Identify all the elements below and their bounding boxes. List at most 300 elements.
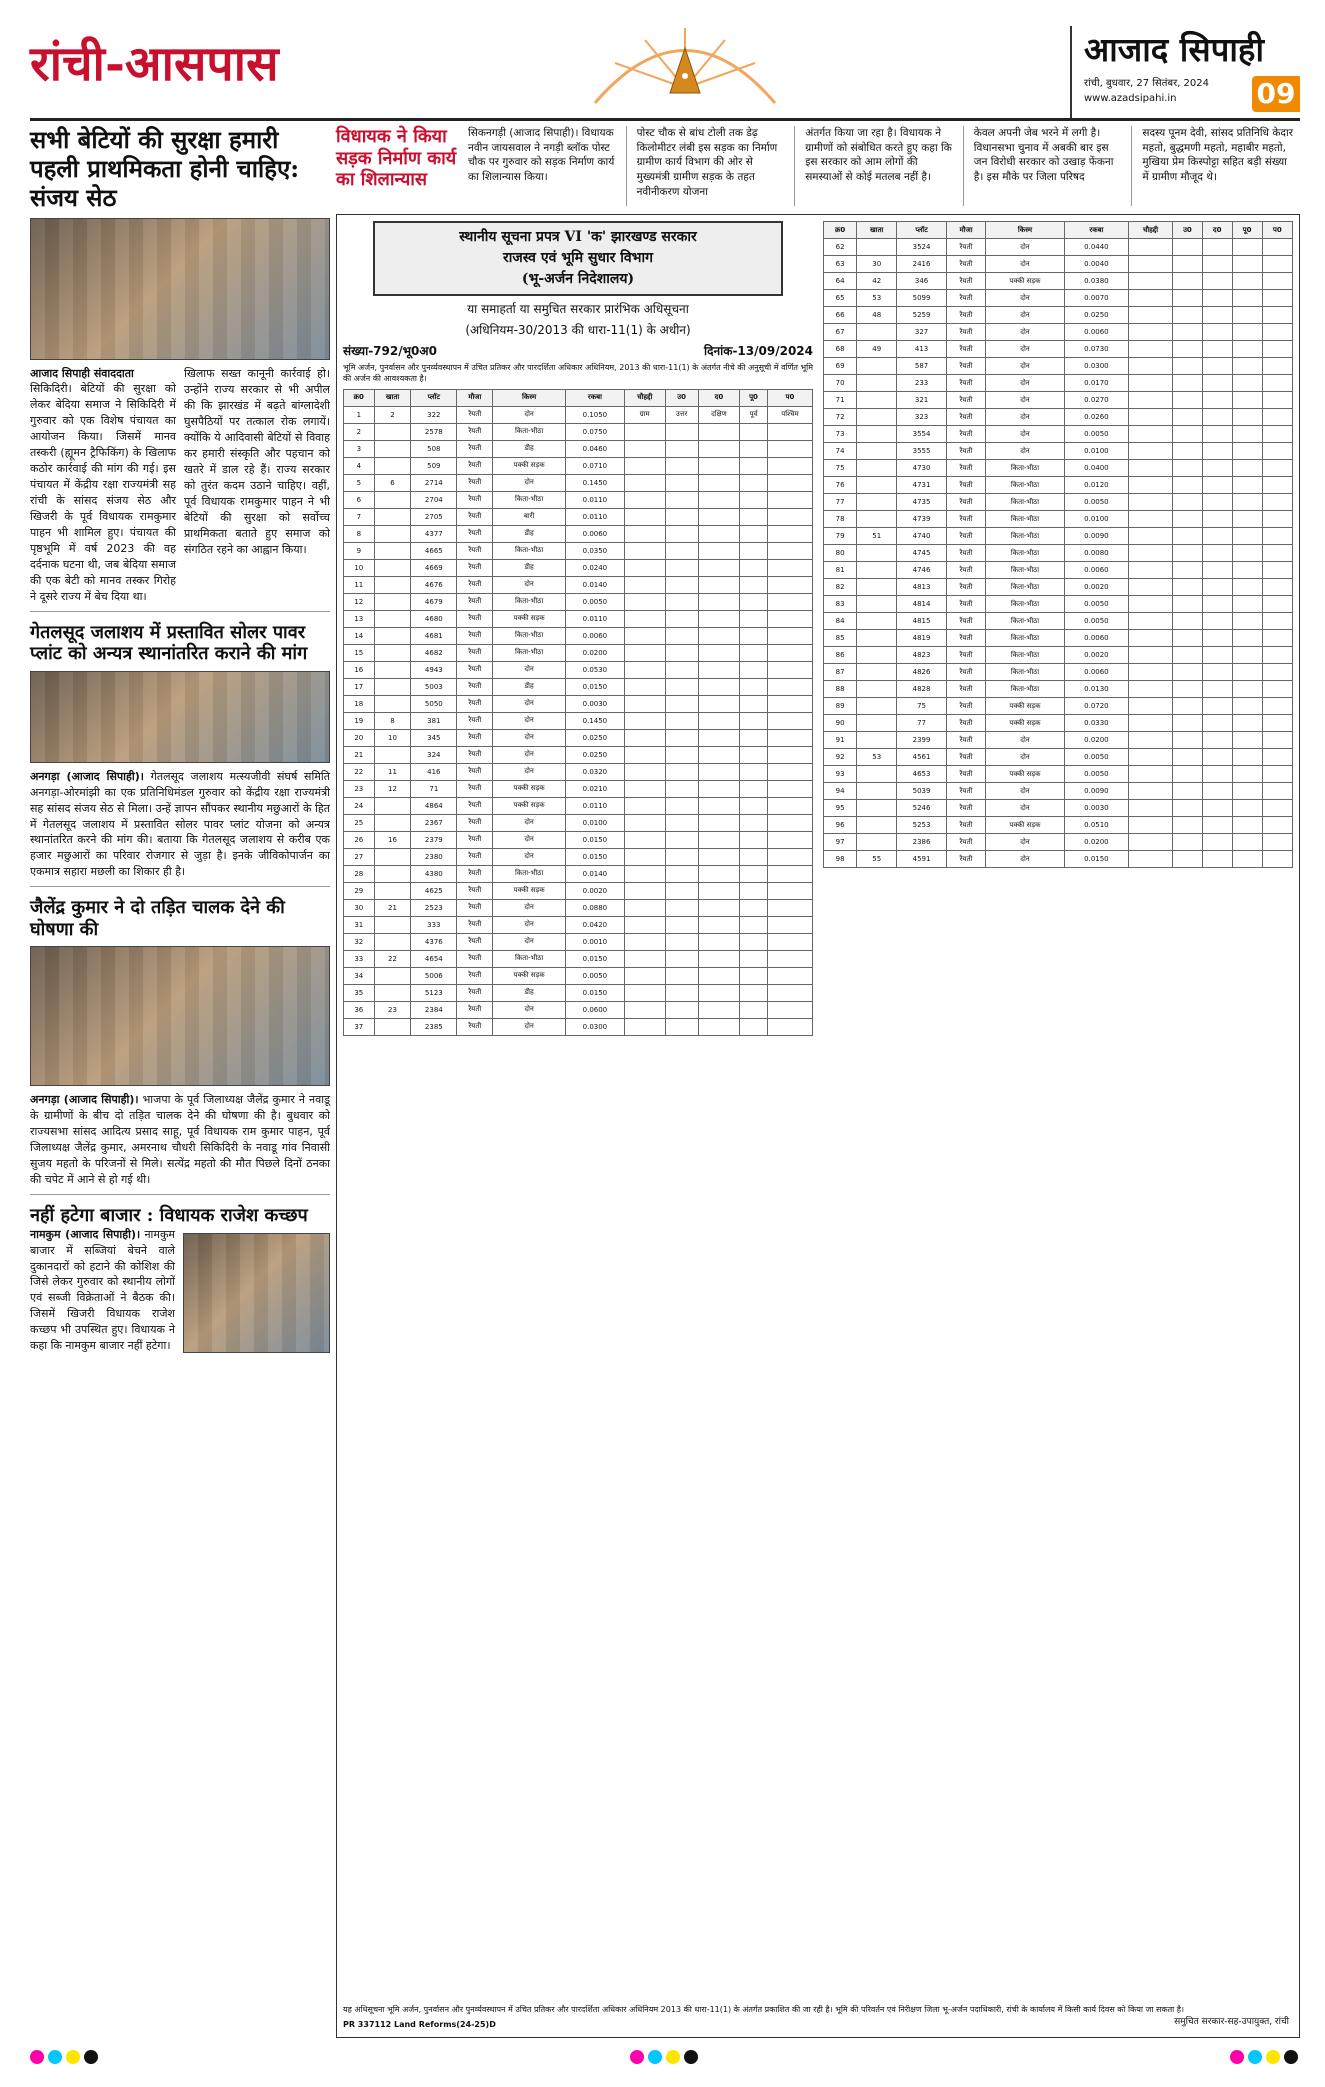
table-cell: 0.0260 bbox=[1064, 409, 1128, 426]
table-cell bbox=[665, 644, 698, 661]
table-cell bbox=[1262, 749, 1292, 766]
table-cell: दोन bbox=[493, 848, 565, 865]
table-cell bbox=[625, 695, 666, 712]
table-cell: रैयती bbox=[946, 579, 985, 596]
table-cell: 0.0150 bbox=[565, 678, 624, 695]
table-cell bbox=[698, 1001, 739, 1018]
table-cell: 90 bbox=[824, 715, 857, 732]
table-cell: रैयती bbox=[946, 494, 985, 511]
table-cell bbox=[1202, 494, 1232, 511]
table-cell: 3555 bbox=[897, 443, 947, 460]
table-cell bbox=[767, 593, 812, 610]
table-cell bbox=[1173, 443, 1203, 460]
table-cell bbox=[1173, 392, 1203, 409]
table-cell bbox=[857, 460, 897, 477]
table-cell: 4561 bbox=[897, 749, 947, 766]
table-cell bbox=[857, 817, 897, 834]
table-row bbox=[344, 933, 813, 950]
table-cell: 0.0150 bbox=[565, 950, 624, 967]
table-cell bbox=[767, 984, 812, 1001]
table-row bbox=[824, 613, 1293, 630]
table-cell bbox=[1232, 851, 1262, 868]
table-header-cell: खाता bbox=[374, 389, 411, 406]
table-cell bbox=[1129, 358, 1173, 375]
table-cell: दोन bbox=[986, 851, 1065, 868]
table-cell bbox=[1202, 851, 1232, 868]
table-cell bbox=[665, 916, 698, 933]
table-cell: 0.0200 bbox=[1064, 834, 1128, 851]
table-cell: रैयती bbox=[457, 984, 493, 1001]
table-cell: रैयती bbox=[946, 341, 985, 358]
table-cell: किता-भीठा bbox=[493, 423, 565, 440]
table-cell bbox=[740, 508, 768, 525]
table-row bbox=[344, 916, 813, 933]
table-cell bbox=[1202, 409, 1232, 426]
table-cell bbox=[767, 576, 812, 593]
story-segment: सदस्य पूनम देवी, सांसद प्रतिनिधि केदार महतो, बुद्धमणी महतो, महाबीर महतो, मुखिया प्रेम किस्पोट्टा सहित बड़ी संख्या में ग्रामीण मौजूद थे। bbox=[1142, 127, 1293, 184]
table-cell: दोन bbox=[493, 746, 565, 763]
table-cell: 4654 bbox=[411, 950, 457, 967]
table-cell bbox=[740, 984, 768, 1001]
table-cell bbox=[1129, 545, 1173, 562]
table-cell: 75 bbox=[824, 460, 857, 477]
table-cell bbox=[1262, 817, 1292, 834]
table-cell: रैयती bbox=[946, 834, 985, 851]
table-row bbox=[344, 661, 813, 678]
table-cell: 48 bbox=[857, 307, 897, 324]
table-cell: दोन bbox=[986, 324, 1065, 341]
table-row bbox=[824, 834, 1293, 851]
table-cell: डीह bbox=[493, 984, 565, 1001]
table-cell: 12 bbox=[344, 593, 375, 610]
table-cell: डीह bbox=[493, 440, 565, 457]
table-cell bbox=[1202, 766, 1232, 783]
table-cell bbox=[374, 525, 411, 542]
table-cell bbox=[665, 678, 698, 695]
table-cell: 27 bbox=[344, 848, 375, 865]
table-cell: 0.0120 bbox=[1064, 477, 1128, 494]
table-cell: दोन bbox=[986, 800, 1065, 817]
table-cell: 66 bbox=[824, 307, 857, 324]
table-cell: रैयती bbox=[457, 865, 493, 882]
table-cell bbox=[665, 610, 698, 627]
table-cell: किता-भीठा bbox=[986, 545, 1065, 562]
table-cell bbox=[1232, 613, 1262, 630]
table-cell bbox=[857, 630, 897, 647]
table-cell bbox=[1262, 392, 1292, 409]
table-cell bbox=[665, 525, 698, 542]
table-cell bbox=[665, 780, 698, 797]
table-cell bbox=[1173, 749, 1203, 766]
table-cell: 72 bbox=[824, 409, 857, 426]
table-cell: 0.0750 bbox=[565, 423, 624, 440]
table-cell: 35 bbox=[344, 984, 375, 1001]
table-header-cell: प्लॉट bbox=[411, 389, 457, 406]
table-cell: 3554 bbox=[897, 426, 947, 443]
table-cell: 4682 bbox=[411, 644, 457, 661]
table-cell bbox=[665, 967, 698, 984]
table-cell bbox=[1129, 341, 1173, 358]
table-cell bbox=[1232, 783, 1262, 800]
table-header-cell: प0 bbox=[1262, 222, 1292, 239]
table-row bbox=[824, 664, 1293, 681]
table-cell: रैयती bbox=[946, 817, 985, 834]
table-row bbox=[344, 576, 813, 593]
table-cell: 12 bbox=[374, 780, 411, 797]
table-cell bbox=[625, 780, 666, 797]
table-cell: 55 bbox=[857, 851, 897, 868]
table-cell bbox=[1129, 596, 1173, 613]
table-cell: दोन bbox=[493, 661, 565, 678]
table-header-cell: चौहद्दी bbox=[625, 389, 666, 406]
table-cell bbox=[1232, 579, 1262, 596]
table-cell: 53 bbox=[857, 290, 897, 307]
table-cell: 0.0380 bbox=[1064, 273, 1128, 290]
table-cell bbox=[1129, 834, 1173, 851]
table-cell bbox=[625, 950, 666, 967]
table-cell bbox=[1202, 817, 1232, 834]
table-cell: रैयती bbox=[946, 477, 985, 494]
table-cell: 5006 bbox=[411, 967, 457, 984]
table-cell bbox=[857, 511, 897, 528]
table-cell bbox=[1173, 239, 1203, 256]
table-cell bbox=[1262, 273, 1292, 290]
table-cell: रैयती bbox=[946, 749, 985, 766]
table-cell: 21 bbox=[344, 746, 375, 763]
table-row bbox=[824, 851, 1293, 868]
table-cell bbox=[1202, 732, 1232, 749]
table-cell bbox=[767, 712, 812, 729]
table-cell bbox=[625, 933, 666, 950]
table-row bbox=[824, 358, 1293, 375]
table-cell bbox=[1129, 800, 1173, 817]
table-cell: 53 bbox=[857, 749, 897, 766]
table-cell: पक्की सड़क bbox=[493, 797, 565, 814]
cyan-dot-icon bbox=[48, 2050, 62, 2064]
table-cell bbox=[665, 491, 698, 508]
table-row bbox=[344, 440, 813, 457]
table-cell: 91 bbox=[824, 732, 857, 749]
table-cell bbox=[740, 916, 768, 933]
table-cell: दोन bbox=[986, 307, 1065, 324]
table-cell bbox=[1232, 290, 1262, 307]
table-cell: 4669 bbox=[411, 559, 457, 576]
table-cell bbox=[740, 950, 768, 967]
table-cell: 0.0250 bbox=[1064, 307, 1128, 324]
table-cell: 0.0140 bbox=[565, 576, 624, 593]
table-cell: 76 bbox=[824, 477, 857, 494]
table-cell bbox=[1232, 528, 1262, 545]
table-cell: 4740 bbox=[897, 528, 947, 545]
table-cell: 0.0050 bbox=[1064, 494, 1128, 511]
table-cell: 0.0040 bbox=[1064, 256, 1128, 273]
table-cell: रैयती bbox=[457, 933, 493, 950]
table-cell bbox=[1202, 681, 1232, 698]
story-lightning-conductor bbox=[30, 897, 330, 1195]
table-cell bbox=[1173, 664, 1203, 681]
table-cell: 15 bbox=[344, 644, 375, 661]
table-cell bbox=[374, 559, 411, 576]
table-cell: रैयती bbox=[946, 273, 985, 290]
table-cell: रैयती bbox=[946, 290, 985, 307]
table-cell bbox=[374, 984, 411, 1001]
table-cell bbox=[625, 848, 666, 865]
table-cell: 4653 bbox=[897, 766, 947, 783]
table-cell bbox=[1202, 562, 1232, 579]
table-cell bbox=[698, 712, 739, 729]
story-segment: अंतर्गत किया जा रहा है। विधायक ने ग्रामीणों को संबोधित करते हुए कहा कि इस सरकार को आम लोगों की समस्याओं से कोई मतलब नहीं है। bbox=[805, 126, 964, 206]
table-row bbox=[824, 681, 1293, 698]
table-cell: किता-भीठा bbox=[493, 627, 565, 644]
table-cell bbox=[1173, 562, 1203, 579]
table-cell: रैयती bbox=[457, 763, 493, 780]
table-cell bbox=[740, 967, 768, 984]
table-cell: रैयती bbox=[946, 239, 985, 256]
table-cell: दोन bbox=[493, 729, 565, 746]
table-cell: रैयती bbox=[457, 406, 493, 423]
table-cell bbox=[1262, 494, 1292, 511]
table-row bbox=[824, 596, 1293, 613]
table-row bbox=[824, 307, 1293, 324]
table-cell: 88 bbox=[824, 681, 857, 698]
table-row bbox=[824, 817, 1293, 834]
table-cell bbox=[698, 440, 739, 457]
table-cell bbox=[1129, 647, 1173, 664]
table-row bbox=[344, 984, 813, 1001]
table-row bbox=[344, 508, 813, 525]
table-cell bbox=[625, 593, 666, 610]
table-cell bbox=[374, 457, 411, 474]
table-cell: 0.0110 bbox=[565, 797, 624, 814]
table-cell bbox=[374, 423, 411, 440]
table-cell: 0.0020 bbox=[1064, 647, 1128, 664]
table-header-cell: रकबा bbox=[565, 389, 624, 406]
masthead-rule bbox=[30, 118, 1300, 121]
table-cell: 22 bbox=[344, 763, 375, 780]
table-cell bbox=[698, 780, 739, 797]
table-cell bbox=[625, 474, 666, 491]
table-cell: 93 bbox=[824, 766, 857, 783]
table-cell: 3 bbox=[344, 440, 375, 457]
table-cell bbox=[665, 831, 698, 848]
table-cell bbox=[1232, 834, 1262, 851]
table-header-cell: मौजा bbox=[457, 389, 493, 406]
notice-pr-number: PR 337112 Land Reforms(24-25)D bbox=[343, 2020, 496, 2030]
table-cell bbox=[740, 542, 768, 559]
table-header-cell: उ0 bbox=[665, 389, 698, 406]
table-cell: रैयती bbox=[946, 426, 985, 443]
table-cell: 0.0250 bbox=[565, 746, 624, 763]
table-cell bbox=[740, 746, 768, 763]
table-cell: रैयती bbox=[946, 715, 985, 732]
table-cell bbox=[740, 678, 768, 695]
table-row bbox=[824, 562, 1293, 579]
story-body-continued: खिलाफ सख्त कानूनी कार्रवाई हो। उन्होंने राज्य सरकार से भी अपील की कि झारखंड में बढ़ते बांग्लादेशी घुसपैठियों पर तत्काल रोक लगायें। क्योंकि ये आदिवासी बेटियों से विवाह कर हमारी संस्कृति और पहचान को खतरे में डाल रहे हैं। राज्य सरकार को तुरंत कदम उठाने चाहिए। वहीं, पूर्व विधायक रामकुमार पाहन ने भी बेटियों की सुरक्षा को सर्वोच्च प्राथमिकता बताते हुए समाज को संगठित रहने का आह्वान किया। bbox=[184, 367, 330, 556]
table-cell: रैयती bbox=[457, 882, 493, 899]
table-row bbox=[824, 494, 1293, 511]
table-cell bbox=[625, 882, 666, 899]
table-row bbox=[824, 545, 1293, 562]
table-cell bbox=[698, 746, 739, 763]
website-link[interactable]: www.azadsipahi.in bbox=[1084, 93, 1177, 104]
table-cell bbox=[1129, 817, 1173, 834]
table-cell bbox=[1262, 341, 1292, 358]
table-cell bbox=[625, 763, 666, 780]
table-cell: किता-भीठा bbox=[493, 865, 565, 882]
table-cell: 4823 bbox=[897, 647, 947, 664]
table-cell bbox=[698, 865, 739, 882]
registration-marks-right bbox=[1230, 2050, 1298, 2064]
table-row bbox=[824, 426, 1293, 443]
table-cell bbox=[698, 508, 739, 525]
table-cell bbox=[1173, 596, 1203, 613]
table-cell: डीह bbox=[493, 559, 565, 576]
table-cell bbox=[767, 423, 812, 440]
table-cell bbox=[1202, 426, 1232, 443]
table-cell: 5039 bbox=[897, 783, 947, 800]
table-cell: 4746 bbox=[897, 562, 947, 579]
table-cell bbox=[1129, 613, 1173, 630]
table-header-cell: खाता bbox=[857, 222, 897, 239]
table-cell bbox=[374, 746, 411, 763]
table-cell: 0.0350 bbox=[565, 542, 624, 559]
table-cell bbox=[857, 834, 897, 851]
table-cell: 233 bbox=[897, 375, 947, 392]
table-cell: रैयती bbox=[457, 440, 493, 457]
table-cell: रैयती bbox=[946, 732, 985, 749]
yellow-dot-icon bbox=[66, 2050, 80, 2064]
story-segment: पोस्ट चौक से बांध टोली तक डेढ़ किलोमीटर लंबी इस सड़क का निर्माण ग्रामीण कार्य विभाग की ओर से मुख्यमंत्री ग्रामीण सड़क के तहत नवीनीकरण योजना bbox=[637, 126, 796, 206]
story-body: भाजपा के पूर्व जिलाध्यक्ष जैलेंद्र कुमार ने नवाडू के ग्रामीणों के बीच दो तड़ित चालक देने की घोषणा की है। बुधवार को राज्यसभा सांसद आदित्य प्रसाद साहू, पूर्व विधायक राम कुमार पाहन, पूर्व जिलाध्यक्ष जैलेंद्र कुमार, अमरनाथ चौधरी सिकिदिरी के नवाडू गांव निवासी सुजय महतो के परिजनों से मिले। सत्येंद्र महतो की मौत पिछले दिनों ठनका की चपेट में आने से हो गई थी। bbox=[30, 1093, 331, 1187]
table-cell bbox=[767, 967, 812, 984]
table-row bbox=[824, 324, 1293, 341]
table-row bbox=[824, 579, 1293, 596]
black-dot-icon bbox=[684, 2050, 698, 2064]
table-cell bbox=[665, 1018, 698, 1035]
table-cell: 0.0880 bbox=[565, 899, 624, 916]
table-row bbox=[824, 511, 1293, 528]
table-cell bbox=[625, 831, 666, 848]
table-cell: 2384 bbox=[411, 1001, 457, 1018]
table-cell bbox=[1129, 443, 1173, 460]
table-cell bbox=[665, 440, 698, 457]
table-cell bbox=[1262, 834, 1292, 851]
notice-subtitle: (अधिनियम-30/2013 की धारा-11(1) के अधीन) bbox=[465, 323, 691, 337]
notice-footer-text: यह अधिसूचना भूमि अर्जन, पुनर्वासन और पुनर्व्यवस्थापन में उचित प्रतिकर और पारदर्शिता अधिकार अधिनियम 2013 की धारा-11(1) के अंतर्गत प्रकाशित की जा रही है। भूमि की परिवर्तन एवं निरीक्षण जिला भू-अर्जन पदाधिकारी, रांची के कार्यालय में किसी कार्य दिवस को किया जा सकता है। bbox=[343, 2005, 1185, 2015]
table-cell: रैयती bbox=[457, 848, 493, 865]
table-cell: बारी bbox=[493, 508, 565, 525]
table-cell: 587 bbox=[897, 358, 947, 375]
table-cell bbox=[1173, 358, 1203, 375]
table-cell bbox=[665, 984, 698, 1001]
table-cell bbox=[767, 559, 812, 576]
table-cell: 2367 bbox=[411, 814, 457, 831]
table-cell: 2523 bbox=[411, 899, 457, 916]
table-cell: दोन bbox=[986, 375, 1065, 392]
table-cell: 0.0270 bbox=[1064, 392, 1128, 409]
table-cell: 33 bbox=[344, 950, 375, 967]
table-cell bbox=[1129, 783, 1173, 800]
table-cell bbox=[857, 698, 897, 715]
table-cell: 508 bbox=[411, 440, 457, 457]
table-cell bbox=[625, 729, 666, 746]
table-cell: रैयती bbox=[457, 576, 493, 593]
table-cell bbox=[665, 729, 698, 746]
table-cell: 322 bbox=[411, 406, 457, 423]
table-cell bbox=[625, 746, 666, 763]
table-cell: 85 bbox=[824, 630, 857, 647]
table-cell: 0.0100 bbox=[1064, 511, 1128, 528]
table-cell bbox=[698, 593, 739, 610]
table-cell bbox=[1129, 392, 1173, 409]
table-cell bbox=[1262, 664, 1292, 681]
table-cell bbox=[767, 1018, 812, 1035]
table-cell bbox=[767, 763, 812, 780]
table-cell bbox=[1232, 647, 1262, 664]
table-row bbox=[344, 729, 813, 746]
table-cell: 4826 bbox=[897, 664, 947, 681]
table-cell: 22 bbox=[374, 950, 411, 967]
table-cell: रैयती bbox=[457, 899, 493, 916]
table-cell: दोन bbox=[986, 239, 1065, 256]
table-cell bbox=[665, 559, 698, 576]
table-cell bbox=[1129, 477, 1173, 494]
table-cell: 345 bbox=[411, 729, 457, 746]
table-cell bbox=[767, 491, 812, 508]
table-cell: 96 bbox=[824, 817, 857, 834]
table-cell bbox=[665, 797, 698, 814]
table-cell bbox=[374, 678, 411, 695]
table-cell bbox=[374, 508, 411, 525]
table-cell bbox=[1262, 545, 1292, 562]
table-cell bbox=[1129, 273, 1173, 290]
table-cell: 6 bbox=[374, 474, 411, 491]
table-cell: 30 bbox=[857, 256, 897, 273]
table-cell bbox=[625, 525, 666, 542]
table-cell: 0.0720 bbox=[1064, 698, 1128, 715]
table-cell bbox=[665, 457, 698, 474]
table-cell bbox=[625, 814, 666, 831]
table-cell bbox=[767, 457, 812, 474]
story-road-headline-box bbox=[336, 126, 464, 206]
table-cell bbox=[767, 950, 812, 967]
table-cell: 32 bbox=[344, 933, 375, 950]
table-cell bbox=[698, 644, 739, 661]
notice-number: संख्या-792/भू0अ0 bbox=[343, 344, 437, 358]
table-cell bbox=[1202, 443, 1232, 460]
table-cell bbox=[1262, 528, 1292, 545]
table-cell: किता-भीठा bbox=[493, 491, 565, 508]
table-cell bbox=[625, 542, 666, 559]
table-cell: 2399 bbox=[897, 732, 947, 749]
table-cell: 36 bbox=[344, 1001, 375, 1018]
table-cell bbox=[1202, 647, 1232, 664]
table-cell bbox=[625, 508, 666, 525]
table-cell bbox=[698, 576, 739, 593]
table-cell bbox=[857, 545, 897, 562]
table-cell: 0.0210 bbox=[565, 780, 624, 797]
table-cell bbox=[857, 681, 897, 698]
story-headline: सभी बेटियों की सुरक्षा हमारी पहली प्राथमिकता होनी चाहिए: संजय सेठ bbox=[30, 125, 300, 212]
table-cell: 4377 bbox=[411, 525, 457, 542]
table-cell: दोन bbox=[493, 831, 565, 848]
table-cell bbox=[1232, 681, 1262, 698]
table-cell bbox=[1173, 341, 1203, 358]
table-cell: 80 bbox=[824, 545, 857, 562]
table-cell: रैयती bbox=[946, 596, 985, 613]
story-photo bbox=[30, 946, 330, 1086]
table-cell: 413 bbox=[897, 341, 947, 358]
